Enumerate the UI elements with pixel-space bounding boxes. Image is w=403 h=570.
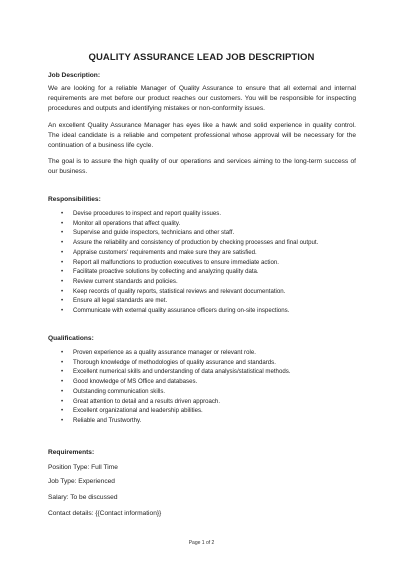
contact-details-line: Contact details: {{Contact information}}	[48, 510, 162, 517]
job-description-paragraph-2: An excellent Quality Assurance Manager has eyes like a hawk and solid experience in quality control. The ideal candidate is a reliable and competent professional whose approval will be necessary for the continuation of a business life cycle.	[48, 122, 356, 149]
job-type-line: Job Type: Experienced	[48, 478, 115, 485]
list-item: • Excellent organizational and leadership abilities.	[61, 406, 290, 416]
list-item: • Monitor all operations that affect quality.	[61, 219, 318, 229]
list-item: • Excellent numerical skills and understanding of data analysis/statistical methods.	[61, 367, 290, 377]
list-item: • Reliable and Trustworthy.	[61, 416, 290, 426]
qualifications-list	[61, 348, 290, 426]
list-item: • Review current standards and policies.	[61, 277, 318, 287]
list-item: • Good knowledge of MS Office and databases.	[61, 377, 290, 387]
list-item: • Ensure all legal standards are met.	[61, 296, 318, 306]
list-item: • Keep records of quality reports, statistical reviews and relevant documentation.	[61, 287, 318, 297]
list-item: • Devise procedures to inspect and report quality issues.	[61, 209, 318, 219]
list-item: • Report all malfunctions to production executives to ensure immediate action.	[61, 258, 318, 268]
list-item: • Appraise customers' requirements and make sure they are satisfied.	[61, 248, 318, 258]
list-item: • Facilitate proactive solutions by collecting and analyzing quality data.	[61, 267, 318, 277]
salary-line: Salary: To be discussed	[48, 494, 118, 501]
job-description-paragraph-3: The goal is to assure the high quality of our operations and services aiming to the long-term success of our business.	[48, 158, 356, 175]
list-item: • Thorough knowledge of methodologies of quality assurance and standards.	[61, 358, 290, 368]
requirements-heading: Requirements:	[48, 449, 95, 456]
job-description-heading: Job Description:	[48, 72, 101, 79]
position-type-line: Position Type: Full Time	[48, 464, 118, 471]
document-title: QUALITY ASSURANCE LEAD JOB DESCRIPTION	[88, 52, 315, 63]
list-item: • Assure the reliability and consistency of production by checking processes and final output.	[61, 238, 318, 248]
list-item: • Outstanding communication skills.	[61, 387, 290, 397]
responsibilities-list	[61, 209, 318, 316]
list-item: • Supervise and guide inspectors, technicians and other staff.	[61, 228, 318, 238]
list-item: • Great attention to detail and a results driven approach.	[61, 397, 290, 407]
list-item: • Proven experience as a quality assurance manager or relevant role.	[61, 348, 290, 358]
qualifications-heading: Qualifications:	[48, 335, 94, 342]
responsibilities-heading: Responsibilities:	[48, 196, 101, 203]
job-description-paragraph-1: We are looking for a reliable Manager of Quality Assurance to ensure that all external and internal requirements are met before our product reaches our customers. You will be responsible for inspecting procedures and outputs and identifying mistakes or non-conformity issues.	[48, 85, 356, 112]
page-number: Page 1 of 2	[188, 540, 215, 546]
list-item: • Communicate with external quality assurance officers during on-site inspections.	[61, 306, 318, 316]
